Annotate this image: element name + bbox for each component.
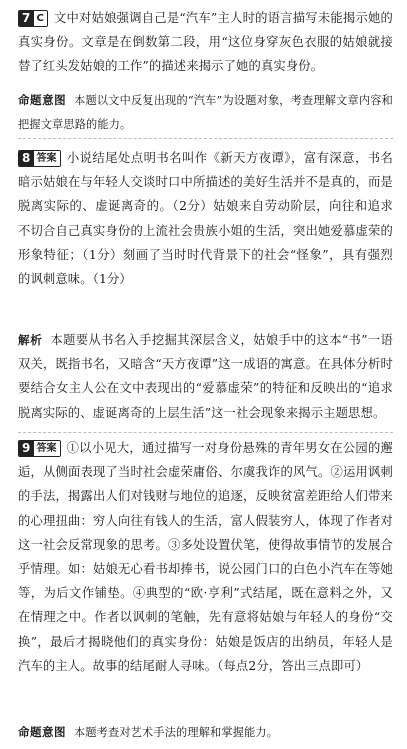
q8-badge — [18, 150, 61, 167]
q7-block — [18, 6, 393, 79]
q9-answer-text: ①以小见大，通过描写一对身份悬殊的青年男女在公园的邂逅，从侧面表现了当时社会虚荣庸俗、尔虞我诈的风气。②运用讽刺的手法，揭露出人们对钱财与地位的追逐，反映贫富差距给人们带来的心理扭曲：穷人向往有钱人的生活，富人假装穷人，体现了作者对这一社会反常现象的思考。③多处设置伏笔，使得故事情节的发展合乎情理。如：姑娘无心看书却捧书，说公园门口的白色小汽车在等她等，为后文作铺垫。④典型的“欧·亨利”式结尾，既在意料之外，又在情理之中。作者以讽刺的笔触，先有意将姑娘与年轻人的身份“交换”，最后才揭晓他们的真实身份：姑娘是饭店的出纳员，年轻人是汽车的主人。故事的结尾耐人寻味。（每点2分，答出三点即可） — [18, 441, 393, 673]
q8-analysis-text: 本题要从书名入手挖掘其深层含义，姑娘手中的这本“书”一语双关，既指书名，又暗含“天方夜谭”这一成语的寓意。在具体分析时要结合女主人公在文中表现出的“爱慕虚荣”的特征和反映出的“追求脱离实际的、虚诞离奇的上层生活”这一社会现象来揭示主题思想。 — [18, 333, 393, 420]
q9-intent-block — [18, 720, 393, 745]
q9-intent-text: 本题考查对艺术手法的理解和掌握能力。 — [74, 726, 279, 739]
q9-intent-label: 命题意图 — [18, 725, 66, 739]
q8-number: 8 — [19, 151, 34, 166]
divider — [18, 432, 393, 433]
q7-answer-letter: C — [34, 11, 47, 26]
q8-analysis-block — [18, 328, 393, 425]
q8-answer-text: 小说结尾处点明书名叫作《新天方夜谭》，富有深意，书名暗示姑娘在与年轻人交谈时口中所描述的美好生活并不是真的，而是脱离实际的、虚诞离奇的。（2分）姑娘来自劳动阶层，向往和追求不切合自己真实身份的上流社会贵族小姐的生活，突出她爱慕虚荣的形象特征；（1分）刻画了当时时代背景下的社会“怪象”，具有强烈的讽刺意味。（1分） — [18, 151, 393, 287]
q7-intent-text: 本题以文中反复出现的“汽车”为设题对象，考查理解文章内容和把握文章思路的能力。 — [18, 94, 394, 132]
q8-analysis-label: 解析 — [18, 333, 43, 347]
q8-answer-block — [18, 146, 393, 291]
q7-intent-block — [18, 88, 393, 137]
q9-badge — [18, 440, 61, 457]
q7-badge — [18, 10, 48, 27]
q7-explanation: 文中对姑娘强调自己是“汽车”主人时的语言描写未能揭示她的真实身份。文章是在倒数第二段，用“这位身穿灰色衣服的姑娘就接替了红头发姑娘的工作”的描述来揭示了她的真实身份。 — [18, 11, 393, 74]
q7-number: 7 — [19, 11, 34, 26]
q9-number: 9 — [19, 441, 34, 456]
q7-intent-label: 命题意图 — [18, 93, 67, 107]
q9-answer-tag: 答案 — [34, 441, 60, 456]
q9-answer-block — [18, 436, 393, 678]
divider — [18, 138, 393, 139]
q8-answer-tag: 答案 — [34, 151, 60, 166]
